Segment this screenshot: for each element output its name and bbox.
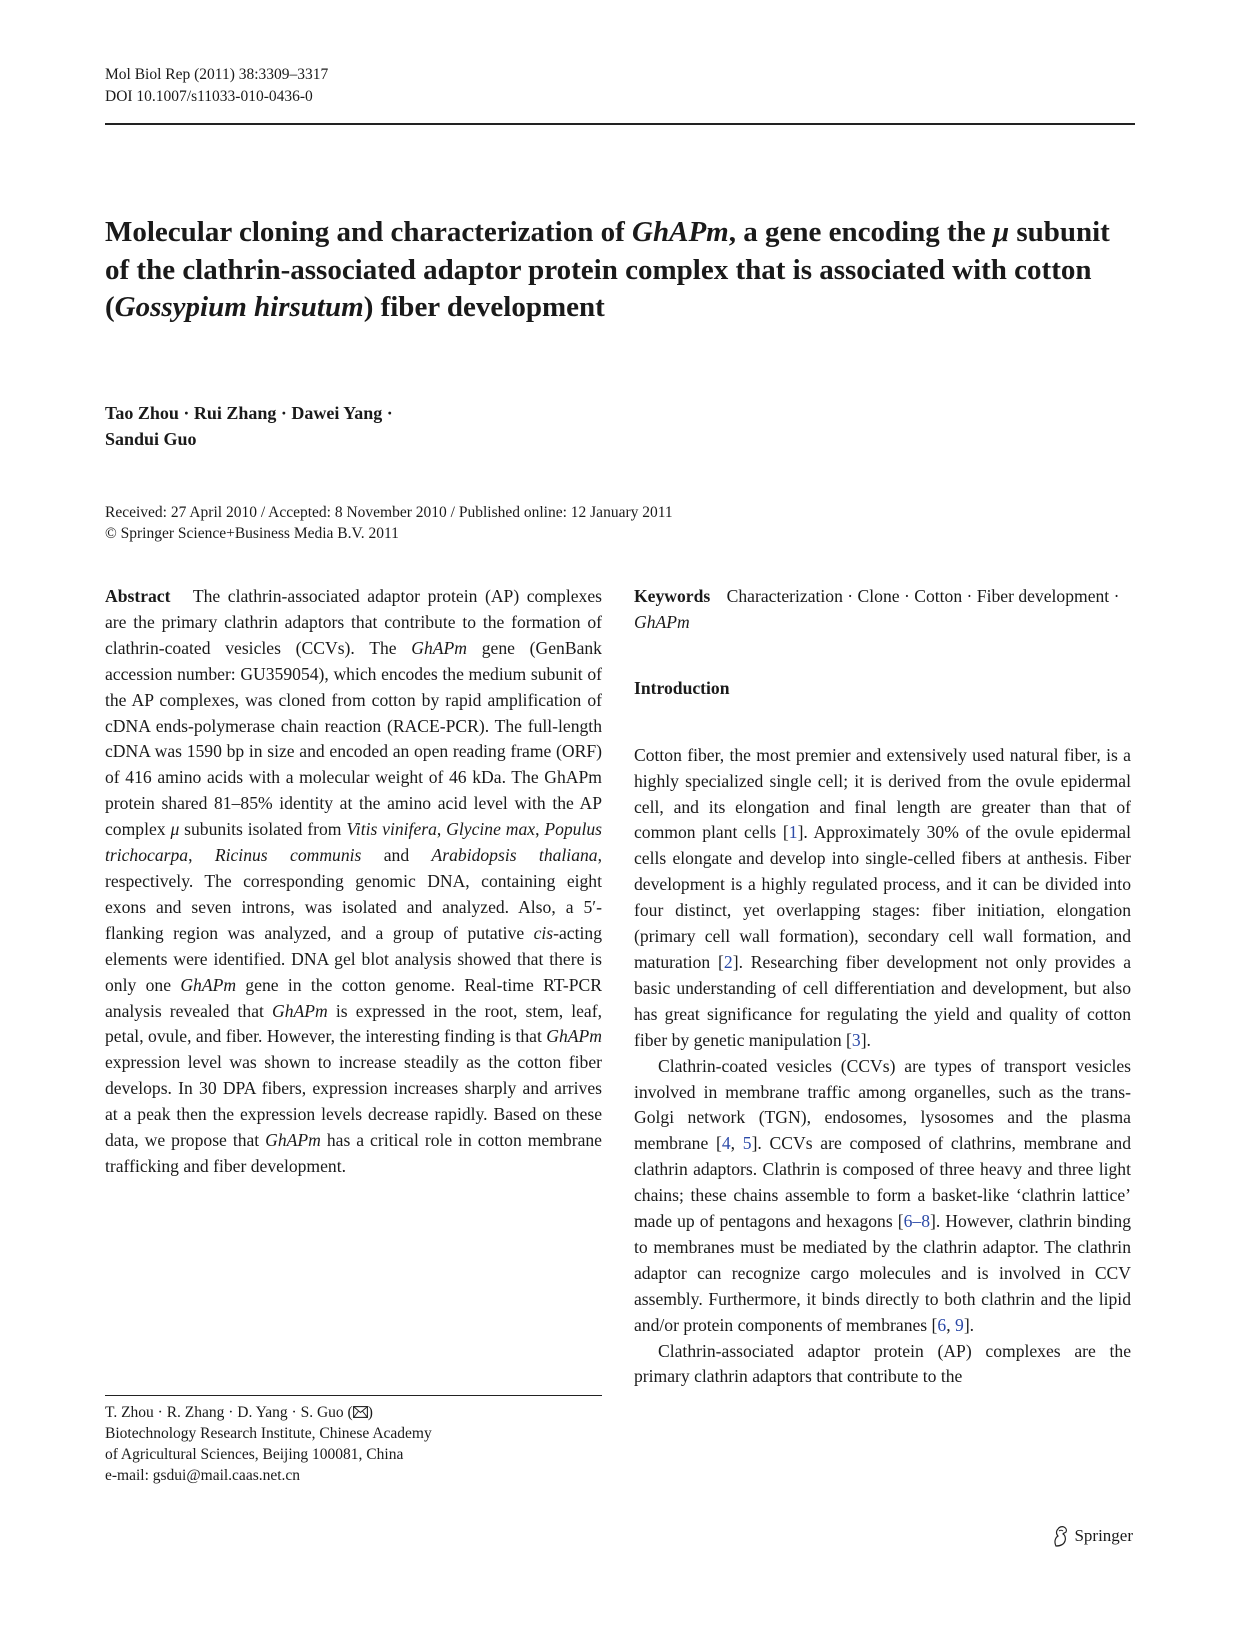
intro-paragraph-1: Cotton fiber, the most premier and extensively used natural fiber, is a highly specialized single cell; it is derived from the ovule epidermal cell, and its elongation and final length are greater than that of common plant cells [1]. Approximately 30% of the ovule epidermal cells elongate and develop into single-celled fibers at anthesis. Fiber development is a highly regulated process, and it can be divided into four distinct, yet overlapping stages: fiber initiation, elongation (primary cell wall formation), secondary cell wall formation, and maturation [2]. Researching fiber development not only provides a basic understanding of cell differentiation and development, but also has great significance for regulating the yield and quality of cotton fiber by genetic manipulation [3]. — [634, 744, 1131, 1050]
abstract: Abstract The clathrin-associated adaptor protein (AP) complexes are the primary clathrin adaptors that contribute to the formation of clathrin-coated vesicles (CCVs). The GhAPm gene (GenBank accession number: GU359054), which encodes the medium subunit of the AP complexes, was cloned from cotton by rapid amplification of cDNA ends-polymerase chain reaction (RACE-PCR). The full-length cDNA was 1590 bp in size and encoded an open reading frame (ORF) of 416 amino acids with a molecular weight of 46 kDa. The GhAPm protein shared 81–85% identity at the amino acid level with the AP complex μ subunits isolated from Vitis vinifera, Glycine max, Populus trichocarpa, Ricinus communis and Arabidopsis thaliana, respectively. The corresponding genomic DNA, containing eight exons and seven introns, was isolated and analyzed. Also, a 5′-flanking region was analyzed, and a group of putative cis-acting elements were identified. DNA gel blot analysis showed that there is only one GhAPm gene in the cotton genome. Real-time RT-PCR analysis revealed that GhAPm is expressed in the root, stem, leaf, petal, ovule, and fiber. However, the interesting finding is that GhAPm expression level was shown to increase steadily as the cotton fiber develops. In 30 DPA fibers, expression increases sharply and arrives at a peak then the expression levels decrease rapidly. Based on these data, we propose that GhAPm has a critical role in cotton membrane trafficking and fiber development. — [105, 586, 602, 1176]
journal-citation: Mol Biol Rep (2011) 38:3309–3317 — [105, 66, 329, 83]
journal-header — [105, 64, 328, 108]
envelope-icon — [353, 1406, 368, 1418]
citation-link[interactable]: 4 — [721, 1133, 731, 1154]
citation-link[interactable]: 6 — [937, 1314, 947, 1335]
citation-link[interactable]: 2 — [723, 951, 733, 972]
contact-email[interactable]: e-mail: gsdui@mail.caas.net.cn — [105, 1467, 301, 1484]
header-rule — [105, 123, 1135, 125]
copyright: © Springer Science+Business Media B.V. 2011 — [105, 524, 399, 542]
keywords: Keywords Characterization · Clone · Cotton · Fiber development · GhAPm — [634, 586, 1120, 632]
abstract-heading: Abstract — [105, 586, 171, 606]
springer-horse-icon — [1050, 1525, 1070, 1547]
citation-link[interactable]: 5 — [742, 1133, 752, 1154]
article-title: Molecular cloning and characterization of GhAPm, a gene encoding the μ subunit of the clathrin-associated adaptor protein complex that is associated with cotton (Gossypium hirsutum) fiber development — [105, 216, 1110, 323]
date-history: Received: 27 April 2010 / Accepted: 8 November 2010 / Published online: 12 January 2011 — [105, 504, 673, 521]
citation-link[interactable]: 3 — [851, 1029, 861, 1050]
author-affiliation-footnote: T. Zhou · R. Zhang · D. Yang · S. Guo ( ) Biotechnology Research Institute, Chinese Academy of Agricultural Sciences, Beijing 100081, China e-mail: gsdui@mail.caas.net.cn — [105, 1404, 432, 1484]
footnote-rule — [105, 1395, 602, 1396]
citation-link[interactable]: 1 — [788, 822, 798, 843]
citation-link[interactable]: 9 — [955, 1314, 964, 1335]
right-column — [634, 584, 1131, 1390]
intro-paragraph-3: Clathrin-associated adaptor protein (AP) complexes are the primary clathrin adaptors that contribute to the — [634, 1340, 1131, 1387]
publisher-logo — [1050, 1525, 1133, 1547]
publisher-name: Springer — [1074, 1526, 1133, 1545]
intro-paragraph-2: Clathrin-coated vesicles (CCVs) are types of transport vesicles involved in membrane traffic among organelles, such as the trans-Golgi network (TGN), endosomes, lysosomes and the plasma membrane [4, 5]. CCVs are composed of clathrins, membrane and clathrin adaptors. Clathrin is composed of three heavy and three light chains; these chains assemble to form a basket-like ‘clathrin lattice’ made up of pentagons and hexagons [6–8]. However, clathrin binding to membranes must be mediated by the clathrin adaptor. The clathrin adaptor can recognize cargo molecules and is involved in CCV assembly. Furthermore, it binds directly to both clathrin and the lipid and/or protein components of membranes [6, 9]. — [634, 1055, 1132, 1335]
publication-dates — [105, 503, 673, 544]
author-list: Tao Zhou · Rui Zhang · Dawei Yang · Sandui Guo — [105, 403, 393, 449]
doi: DOI 10.1007/s11033-010-0436-0 — [105, 88, 313, 105]
section-heading-introduction: Introduction — [634, 677, 730, 698]
citation-link[interactable]: 6–8 — [903, 1211, 930, 1232]
